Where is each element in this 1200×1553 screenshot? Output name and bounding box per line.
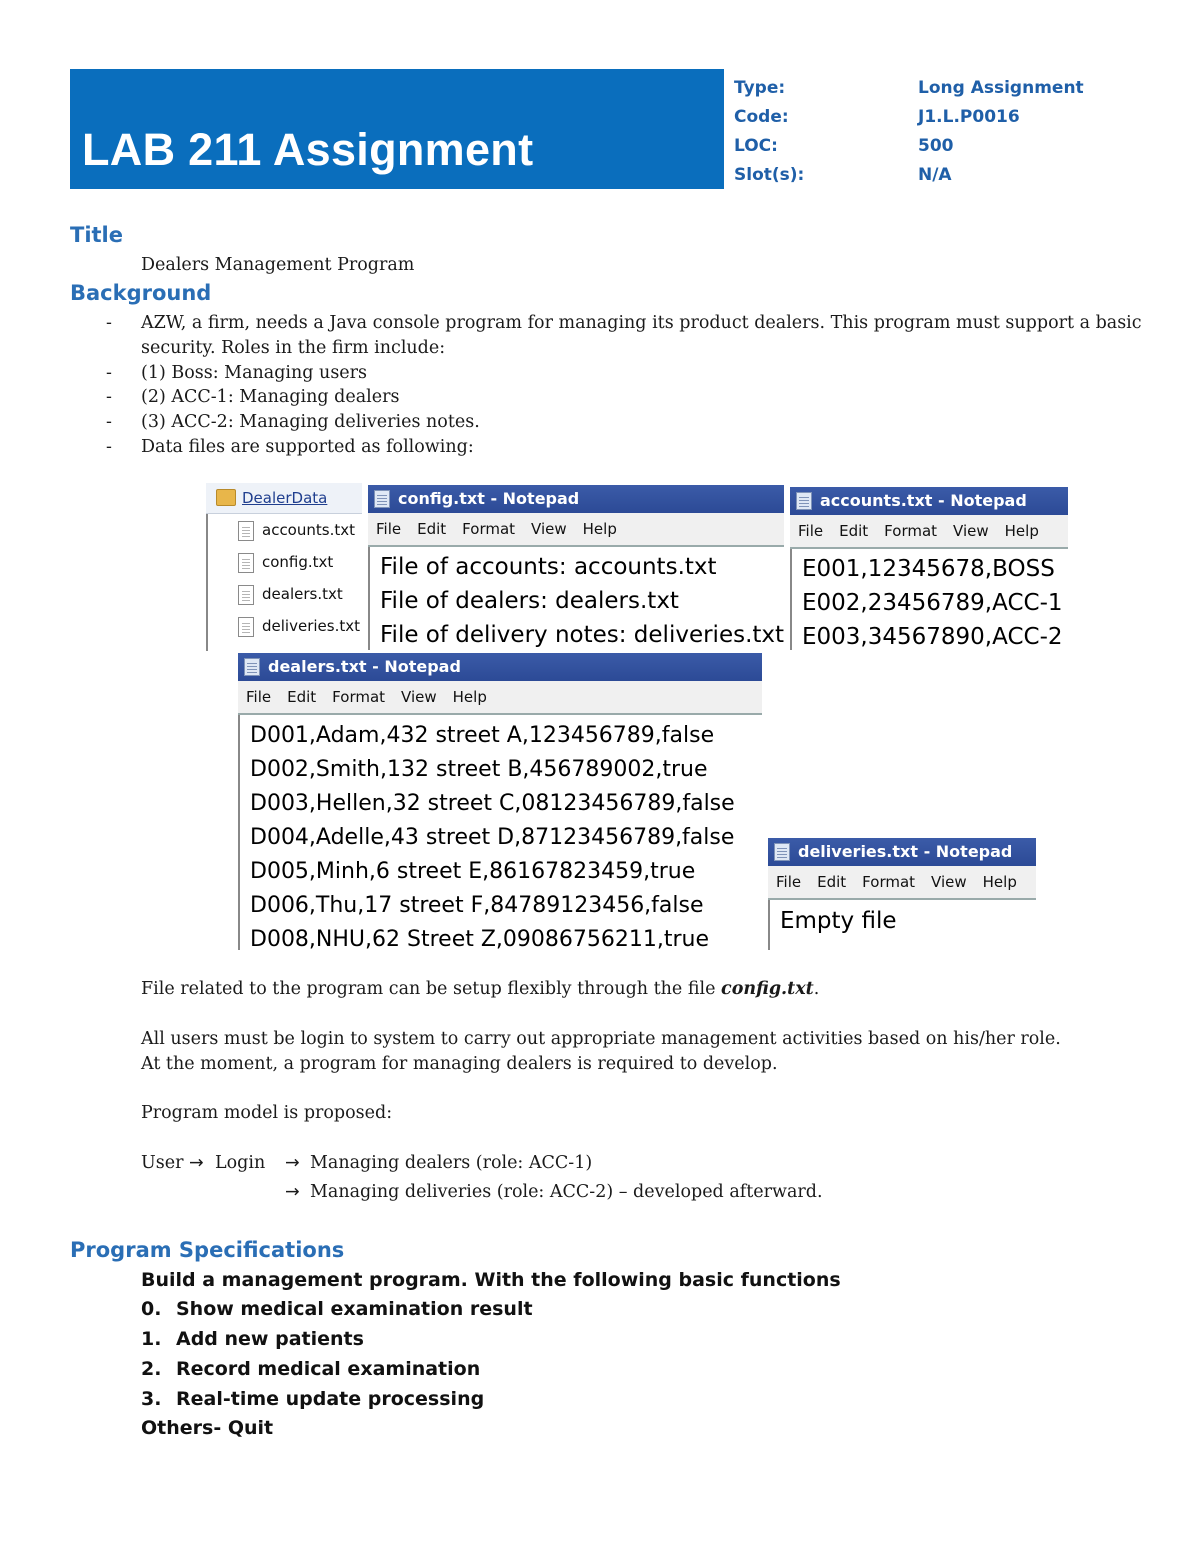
explorer-pane: [206, 483, 362, 651]
spec-item-text: Record medical examination: [176, 1358, 481, 1380]
menu-format[interactable]: Format: [862, 873, 916, 891]
spec-item-number: 0.: [141, 1298, 162, 1320]
dealer-line: D008,NHU,62 Street Z,09086756211,true: [250, 927, 710, 950]
file-name: deliveries.txt: [262, 617, 360, 635]
dealers-notepad-window: [238, 653, 762, 950]
spec-item-number: 2.: [141, 1358, 162, 1380]
spec-item-number: 3.: [141, 1388, 162, 1410]
background-bullet-1-continued: security. Roles in the firm include:: [141, 338, 446, 358]
config-text-area[interactable]: [368, 547, 784, 650]
account-line: E003,34567890,ACC-2: [802, 624, 1063, 650]
menu-help[interactable]: Help: [582, 520, 617, 538]
menu-format[interactable]: Format: [884, 522, 938, 540]
model-intro: Program model is proposed:: [141, 1103, 393, 1123]
file-name: config.txt: [262, 553, 334, 571]
background-bullet-4: (3) ACC-2: Managing deliveries notes.: [141, 412, 480, 432]
menu-file[interactable]: File: [776, 873, 802, 891]
spec-item-text: Add new patients: [176, 1328, 364, 1350]
deliveries-text-area[interactable]: [768, 900, 1036, 950]
file-item[interactable]: [208, 546, 362, 578]
config-notepad-window: [368, 485, 784, 650]
config-file-name: config.txt: [721, 979, 814, 999]
menu-view[interactable]: View: [953, 522, 989, 540]
notepad-icon: [244, 658, 260, 676]
bullet-dash: -: [106, 437, 112, 457]
dealers-window-title[interactable]: [238, 653, 762, 681]
meta-code-value: J1.L.P0016: [918, 107, 1020, 127]
accounts-window-title-text: accounts.txt - Notepad: [820, 491, 1027, 510]
menu-file[interactable]: File: [798, 522, 824, 540]
bullet-dash: -: [106, 313, 112, 333]
login-note: All users must be login to system to carry out appropriate management activities based on his/her role.: [141, 1029, 1061, 1049]
arrow-icon: →: [285, 1182, 300, 1202]
file-item[interactable]: [208, 578, 362, 610]
config-note: [141, 977, 819, 1001]
menu-edit[interactable]: Edit: [287, 688, 317, 706]
background-bullet-3: (2) ACC-1: Managing dealers: [141, 387, 400, 407]
deliveries-window-title[interactable]: [768, 838, 1036, 866]
dealer-line: D004,Adelle,43 street D,87123456789,false: [250, 825, 735, 850]
spec-item-text: Show medical examination result: [176, 1298, 533, 1320]
account-line: E001,12345678,BOSS: [802, 556, 1055, 582]
menu-view[interactable]: View: [931, 873, 967, 891]
background-bullet-2: (1) Boss: Managing users: [141, 363, 368, 383]
model-deliveries: Managing deliveries (role: ACC-2) – developed afterward.: [310, 1182, 823, 1202]
background-bullet-5: Data files are supported as following:: [141, 437, 474, 457]
menu-file[interactable]: File: [376, 520, 402, 538]
arrow-icon: →: [285, 1153, 300, 1173]
title-text: Dealers Management Program: [141, 255, 415, 275]
deliveries-window-title-text: deliveries.txt - Notepad: [798, 842, 1013, 861]
config-line: File of accounts: accounts.txt: [380, 554, 717, 580]
notepad-icon: [796, 492, 812, 510]
text-file-icon: [238, 553, 254, 573]
menu-help[interactable]: Help: [1004, 522, 1039, 540]
file-name: accounts.txt: [262, 521, 355, 539]
text-file-icon: [238, 521, 254, 541]
file-name: dealers.txt: [262, 585, 343, 603]
meta-loc-value: 500: [918, 136, 954, 156]
folder-name: DealerData: [242, 489, 328, 507]
title-heading: Title: [70, 223, 124, 247]
menu-edit[interactable]: Edit: [839, 522, 869, 540]
model-login: Login: [215, 1153, 266, 1173]
specs-heading: Program Specifications: [70, 1238, 345, 1262]
file-item[interactable]: [208, 610, 362, 642]
text-file-icon: [238, 617, 254, 637]
notepad-icon: [374, 490, 390, 508]
accounts-notepad-window: [790, 487, 1068, 650]
config-line: File of delivery notes: deliveries.txt: [380, 622, 784, 648]
menu-file[interactable]: File: [246, 688, 272, 706]
document-title: LAB 211 Assignment: [82, 124, 534, 175]
file-item[interactable]: [208, 514, 362, 546]
config-window-title-text: config.txt - Notepad: [398, 489, 580, 508]
text-file-icon: [238, 585, 254, 605]
config-note-text: File related to the program can be setup flexibly through the file: [141, 979, 722, 999]
menu-help[interactable]: Help: [982, 873, 1017, 891]
model-user: User: [141, 1153, 184, 1173]
background-heading: Background: [70, 281, 212, 305]
background-bullet-1: AZW, a firm, needs a Java console program for managing its product dealers. This program must support a basic: [141, 313, 1142, 333]
dealer-line: D006,Thu,17 street F,84789123456,false: [250, 893, 704, 918]
deliveries-notepad-window: [768, 838, 1036, 950]
moment-note: At the moment, a program for managing dealers is required to develop.: [141, 1054, 778, 1074]
bullet-dash: -: [106, 363, 112, 383]
deliveries-line: Empty file: [780, 908, 897, 934]
dealers-menu-bar: [238, 681, 762, 715]
deliveries-menu-bar: [768, 866, 1036, 900]
menu-format[interactable]: Format: [462, 520, 516, 538]
dealers-window-title-text: dealers.txt - Notepad: [268, 657, 461, 676]
menu-help[interactable]: Help: [452, 688, 487, 706]
specs-intro: Build a management program. With the following basic functions: [141, 1269, 841, 1291]
meta-type-value: Long Assignment: [918, 78, 1084, 98]
model-dealers: Managing dealers (role: ACC-1): [310, 1153, 593, 1173]
meta-code-label: Code:: [734, 107, 789, 127]
config-window-title[interactable]: [368, 485, 784, 513]
dealer-line: D003,Hellen,32 street C,08123456789,false: [250, 791, 735, 816]
menu-edit[interactable]: Edit: [417, 520, 447, 538]
dealer-line: D001,Adam,432 street A,123456789,false: [250, 723, 715, 748]
config-line: File of dealers: dealers.txt: [380, 588, 679, 614]
config-menu-bar: [368, 513, 784, 547]
dealer-line: D005,Minh,6 street E,86167823459,true: [250, 859, 696, 884]
dealer-line: D002,Smith,132 street B,456789002,true: [250, 757, 708, 782]
menu-view[interactable]: View: [401, 688, 437, 706]
menu-view[interactable]: View: [531, 520, 567, 538]
menu-format[interactable]: Format: [332, 688, 386, 706]
bullet-dash: -: [106, 412, 112, 432]
folder-icon: [216, 489, 236, 506]
meta-type-label: Type:: [734, 78, 786, 98]
meta-loc-label: LOC:: [734, 136, 778, 156]
meta-slots-label: Slot(s):: [734, 165, 805, 185]
bullet-dash: -: [106, 387, 112, 407]
config-note-period: .: [813, 979, 820, 999]
accounts-window-title[interactable]: [790, 487, 1068, 515]
specs-others: Others- Quit: [141, 1417, 274, 1439]
spec-item-text: Real-time update processing: [176, 1388, 485, 1410]
account-line: E002,23456789,ACC-1: [802, 590, 1063, 616]
spec-item-number: 1.: [141, 1328, 162, 1350]
accounts-menu-bar: [790, 515, 1068, 549]
dealers-text-area[interactable]: [238, 715, 762, 950]
folder-link[interactable]: [206, 483, 362, 514]
accounts-text-area[interactable]: [790, 549, 1068, 650]
meta-slots-value: N/A: [918, 165, 952, 185]
notepad-icon: [774, 843, 790, 861]
arrow-icon: →: [189, 1153, 204, 1173]
menu-edit[interactable]: Edit: [817, 873, 847, 891]
